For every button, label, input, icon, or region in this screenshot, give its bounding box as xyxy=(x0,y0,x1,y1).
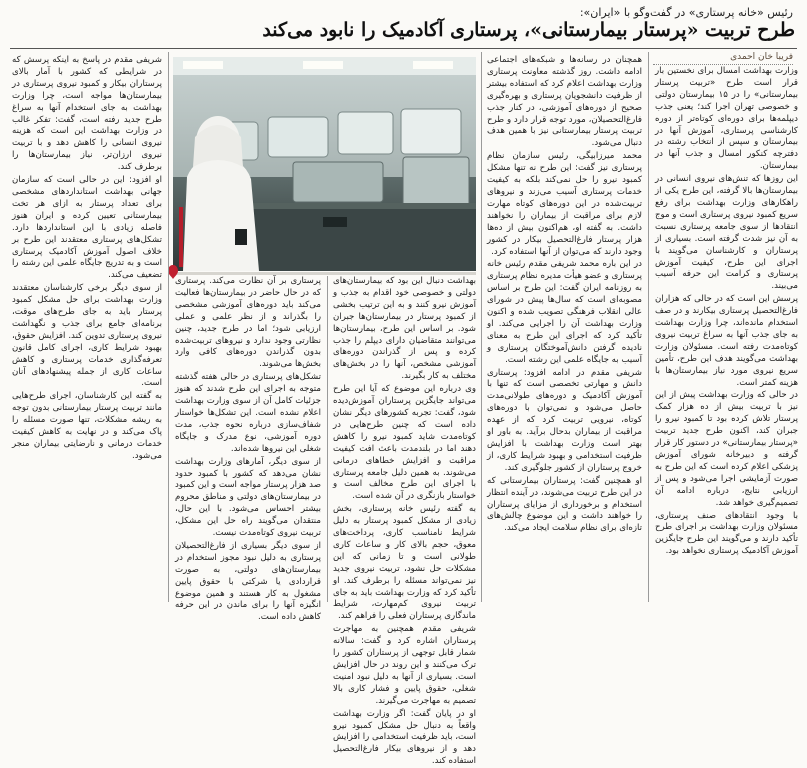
paragraph: پرستاری بر آن نظارت می‌کند. پرستاری که در حال حاضر در بیمارستان‌ها فعالیت می‌کند باید دوره‌های آموزشی مشخصی را بگذراند و از نظر علمی و عملی ارزیابی شود؛ اما در طرح جدید، چنین نظارتی وجود ندارد و نیروهای تربیت‌شده بدون گذراندن دوره‌های کافی وارد بخش‌ها می‌شوند. xyxy=(175,276,321,370)
paragraph: این روزها که تنش‌های نیروی انسانی در بیمارستان‌ها بالا گرفته، این طرح یکی از راهکارهای وزارت بهداشت برای رفع سریع کمبود نیروی پرستاری است و موج انتقادها از سوی جامعه پرستاری نسبت به آن نیز شدت گرفته است. بسیاری از پرستاران و کارشناسان می‌گویند با اجرای این طرح، کیفیت آموزش پرستاری و کرامت این حرفه آسیب می‌بیند. xyxy=(654,174,798,292)
paragraph: وی درباره این موضوع که آیا این طرح می‌تواند جایگزین پرستاران آموزش‌دیده شود، گفت: تجربه کشورهای دیگر نشان داده است که چنین طرح‌هایی در کوتاه‌مدت شاید کمبود نیرو را کاهش دهند اما در بلندمدت باعث افت کیفیت مراقبت و افزایش خطاهای درمانی می‌شوند. به همین دلیل جامعه پرستاری با اجرای این طرح مخالف است و خواستار بازنگری در آن شده است. xyxy=(333,384,476,502)
headline-divider xyxy=(10,48,797,49)
article-byline: فریبا خان احمدی xyxy=(653,52,793,65)
column-divider xyxy=(648,52,649,602)
paragraph: او افزود: این در حالی است که سازمان جهانی بهداشت استانداردهای مشخصی برای تعداد پرستار به ازای هر تخت بیمارستانی تعیین کرده و ایران هنوز فاصله زیادی با این استانداردها دارد. تشکل‌های پرستاری معتقدند این طرح بر خلاف اصول آموزش آکادمیک پرستاری است و به تدریج جایگاه علمی این رشته را تضعیف می‌کند. xyxy=(12,175,162,281)
paragraph: از سوی دیگر برخی کارشناسان معتقدند وزارت بهداشت برای حل مشکل کمبود پرستار باید به جای طرح‌های موقت، برنامه‌ای جامع برای جذب و نگهداشت نیروی پرستاری تدوین کند. افزایش حقوق، بهبود شرایط کاری، اجرای کامل قانون تعرفه‌گذاری خدمات پرستاری و کاهش ساعات کاری از جمله پیشنهادهای آنان است. xyxy=(12,283,162,389)
paragraph: وزارت بهداشت امسال برای نخستین بار قرار است طرح «تربیت پرستار بیمارستانی» را در ۱۵ بیمارستان دولتی و خصوصی تهران اجرا کند؛ یعنی جذب دیپلمه‌ها برای دوره‌ای کوتاه‌تر از دوره کارشناسی پرستاری، آموزش آنها در بیمارستان و سپس از انتخاب رشته در دفترچه کنکور امسال و جذب آنها در بیمارستان. xyxy=(655,66,799,172)
paragraph: شریفی مقدم در پاسخ به اینکه پرسش که در شرایطی که کشور با آمار بالای پرستاران بیکار و کمبود نیروی پرستاری در بیمارستان‌ها مواجه است، چرا وزارت بهداشت به جای استخدام آنها به سراغ طرح جدید رفته است، گفت: تفکر غالب در وزارت بهداشت این است که هزینه نیروی انسانی را کاهش دهد و با تربیت نیروی ارزان‌تر، نیاز بیمارستان‌ها را برطرف کند. xyxy=(12,55,162,173)
column-divider xyxy=(481,52,482,602)
column-divider xyxy=(168,52,169,602)
paragraph: با وجود انتقادهای صنف پرستاری، مسئولان وزارت بهداشت بر اجرای طرح تأکید دارند و می‌گویند این طرح جایگزین آموزش آکادمیک پرستاری نخواهد بود. xyxy=(655,510,798,557)
article-kicker: رئیس «خانه پرستاری» در گفت‌وگو با «ایران»: xyxy=(579,6,793,19)
paragraph: از سوی دیگر، آمارهای وزارت بهداشت نشان می‌دهد که کشور با کمبود حدود صد هزار پرستار مواجه است و این کمبود در بیمارستان‌های دولتی و مناطق محروم بیشتر احساس می‌شود. با این حال، منتقدان می‌گویند راه حل این مشکل، تربیت نیروی کوتاه‌مدت نیست. xyxy=(175,456,321,539)
article-column-2 xyxy=(487,55,642,602)
photo-caption-strip xyxy=(173,272,476,275)
article-column-5 xyxy=(12,55,162,602)
paragraph: او همچنین گفت: پرستاران بیمارستانی که در این طرح تربیت می‌شوند، در آینده انتظار استخدام و برخورداری از مزایای پرستاران را خواهند داشت و این موضوع چالش‌های تازه‌ای برای نظام سلامت ایجاد می‌کند. xyxy=(487,475,642,534)
paragraph: به گفته رئیس خانه پرستاری، بخش زیادی از مشکل کمبود پرستار به دلیل شرایط نامناسب کاری، پرداخت‌های معوق، حجم بالای کار و ساعات کاری طولانی است و تا زمانی که این مشکلات حل نشود، تربیت نیروی جدید نیز نمی‌تواند مسئله را برطرف کند. او تأکید کرد که وزارت بهداشت باید به جای تربیت نیروی کم‌مهارت، شرایط ماندگاری پرستاران فعلی را فراهم کند. xyxy=(333,504,476,622)
column-divider xyxy=(327,276,328,602)
paragraph: از سوی دیگر بسیاری از فارغ‌التحصیلان پرستاری به دلیل نبود مجوز استخدام در بیمارستان‌های دولتی، به صورت قراردادی یا شرکتی با حقوق پایین مشغول به کار هستند و همین موضوع انگیزه آنها را برای ماندن در این حرفه کاهش داده است. xyxy=(175,540,321,623)
paragraph: تشکل‌های پرستاری در حالی هفته گذشته متوجه به اجرای این طرح شدند که هنوز جزئیات کامل آن از سوی وزارت بهداشت اعلام نشده است. این تشکل‌ها خواستار شفاف‌سازی درباره نحوه جذب، مدت دوره آموزشی، نوع مدرک و جایگاه شغلی این نیروها شده‌اند. xyxy=(175,372,321,454)
paragraph: شریفی مقدم در ادامه افزود: پرستاری دانش و مهارتی تخصصی است که تنها با آموزش آکادمیک و دوره‌های طولانی‌مدت حاصل می‌شود و نمی‌توان با دوره‌های کوتاه، نیرویی تربیت کرد که از عهده مراقبت از بیماران بدحال برآید. به باور او بهتر است وزارت بهداشت با افزایش ظرفیت استخدامی و بهبود شرایط کاری، از خروج پرستاران از کشور جلوگیری کند. xyxy=(487,367,642,473)
paragraph: همچنان در رسانه‌ها و شبکه‌های اجتماعی ادامه داشت. روز گذشته معاونت پرستاری وزارت بهداشت اعلام کرد که استفاده بیشتر از ظرفیت دانشجویان پرستاری و بهره‌گیری صحیح از دوره‌های آموزشی، در کنار جذب فارغ‌التحصیلان، مورد توجه قرار دارد و طرح تربیت پرستار بیمارستانی نیز با همین هدف دنبال می‌شود. xyxy=(487,55,642,149)
paragraph: پرسش این است که در حالی که هزاران فارغ‌التحصیل پرستاری بیکارند و در صف استخدام مانده‌اند، چرا وزارت بهداشت به جای جذب آنها به سراغ تربیت نیروی کوتاه‌مدت رفته است. مسئولان وزارت بهداشت می‌گویند هدف این طرح، تأمین سریع نیروی مورد نیاز بیمارستان‌ها با هزینه کمتر است. xyxy=(655,294,798,388)
article-column-3 xyxy=(333,276,476,767)
article-headline: طرح تربیت «پرستار بیمارستانی»، پرستاری آکادمیک را نابود می‌کند xyxy=(262,19,795,41)
paragraph: به گفته این کارشناسان، اجرای طرح‌هایی مانند تربیت پرستار بیمارستانی بدون توجه به ریشه مشکلات، تنها صورت مسئله را پاک می‌کند و در نهایت به کاهش کیفیت خدمات درمانی و نارضایتی بیماران منجر می‌شود. xyxy=(12,391,162,461)
paragraph: محمد میرزابیگی، رئیس سازمان نظام پرستاری نیز گفت: این طرح نه تنها مشکل کمبود نیرو را حل نمی‌کند بلکه به کیفیت خدمات پرستاری آسیب می‌زند و نیروهای تربیت‌شده در این دوره‌های کوتاه مهارت لازم برای مراقبت از بیماران را نخواهند داشت. به گفته او، هم‌اکنون بیش از ده‌ها هزار پرستار فارغ‌التحصیل بیکار در کشور وجود دارند که می‌توان از آنها استفاده کرد. xyxy=(487,151,642,257)
paragraph: شریفی مقدم همچنین به مهاجرت پرستاران اشاره کرد و گفت: سالانه شمار قابل توجهی از پرستاران کشور را ترک می‌کنند و این روند در حال افزایش است. بسیاری از آنها به دلیل نبود امنیت شغلی، حقوق پایین و فشار کاری بالا تصمیم به مهاجرت می‌گیرند. xyxy=(333,624,476,706)
article-column-1 xyxy=(655,66,798,602)
paragraph: در این باره محمد شریفی مقدم رئیس خانه پرستاری و عضو هیأت مدیره نظام پرستاری به روزنامه ایران گفت: این طرح بر اساس مصوبه‌ای است که سال‌ها پیش در شورای عالی انقلاب فرهنگی تصویب شده و اکنون وزارت بهداشت آن را اجرایی می‌کند. او تأکید کرد که اجرای این طرح به معنای نادیده گرفتن دانش‌آموختگان پرستاری و آسیب به جایگاه علمی این رشته است. xyxy=(487,259,642,365)
article-photo xyxy=(173,57,476,271)
paragraph: او در پایان گفت: اگر وزارت بهداشت واقعاً به دنبال حل مشکل کمبود نیرو است، باید ظرفیت استخدامی را افزایش دهد و از نیروهای بیکار فارغ‌التحصیل استفاده کند. xyxy=(333,708,476,767)
paragraph: بهداشت دنبال این بود که بیمارستان‌های دولتی و خصوصی خود اقدام به جذب و آموزش نیرو کنند و به این ترتیب بخشی از کمبود پرستار در بیمارستان‌ها جبران شود. بر اساس این طرح، بیمارستان‌ها می‌توانند متقاضیان دارای دیپلم را جذب کرده و پس از گذراندن دوره‌های آموزشی مشخص، آنها را در بخش‌های مختلف به کار بگیرند. xyxy=(333,276,476,382)
article-column-4 xyxy=(175,276,321,623)
hospital-ward-photo xyxy=(173,57,476,271)
paragraph: در حالی که وزارت بهداشت پیش از این نیز با تربیت بیش از ده هزار کمک پرستار تلاش کرده بود تا کمبود نیرو را جبران کند، اکنون طرح جدید تربیت «پرستار بیمارستانی» در دستور کار قرار گرفته و دبیرخانه شورای آموزش پزشکی اعلام کرده است که این طرح به صورت آزمایشی اجرا می‌شود و پس از ارزیابی نتایج، درباره ادامه آن تصمیم‌گیری خواهد شد. xyxy=(655,390,798,508)
